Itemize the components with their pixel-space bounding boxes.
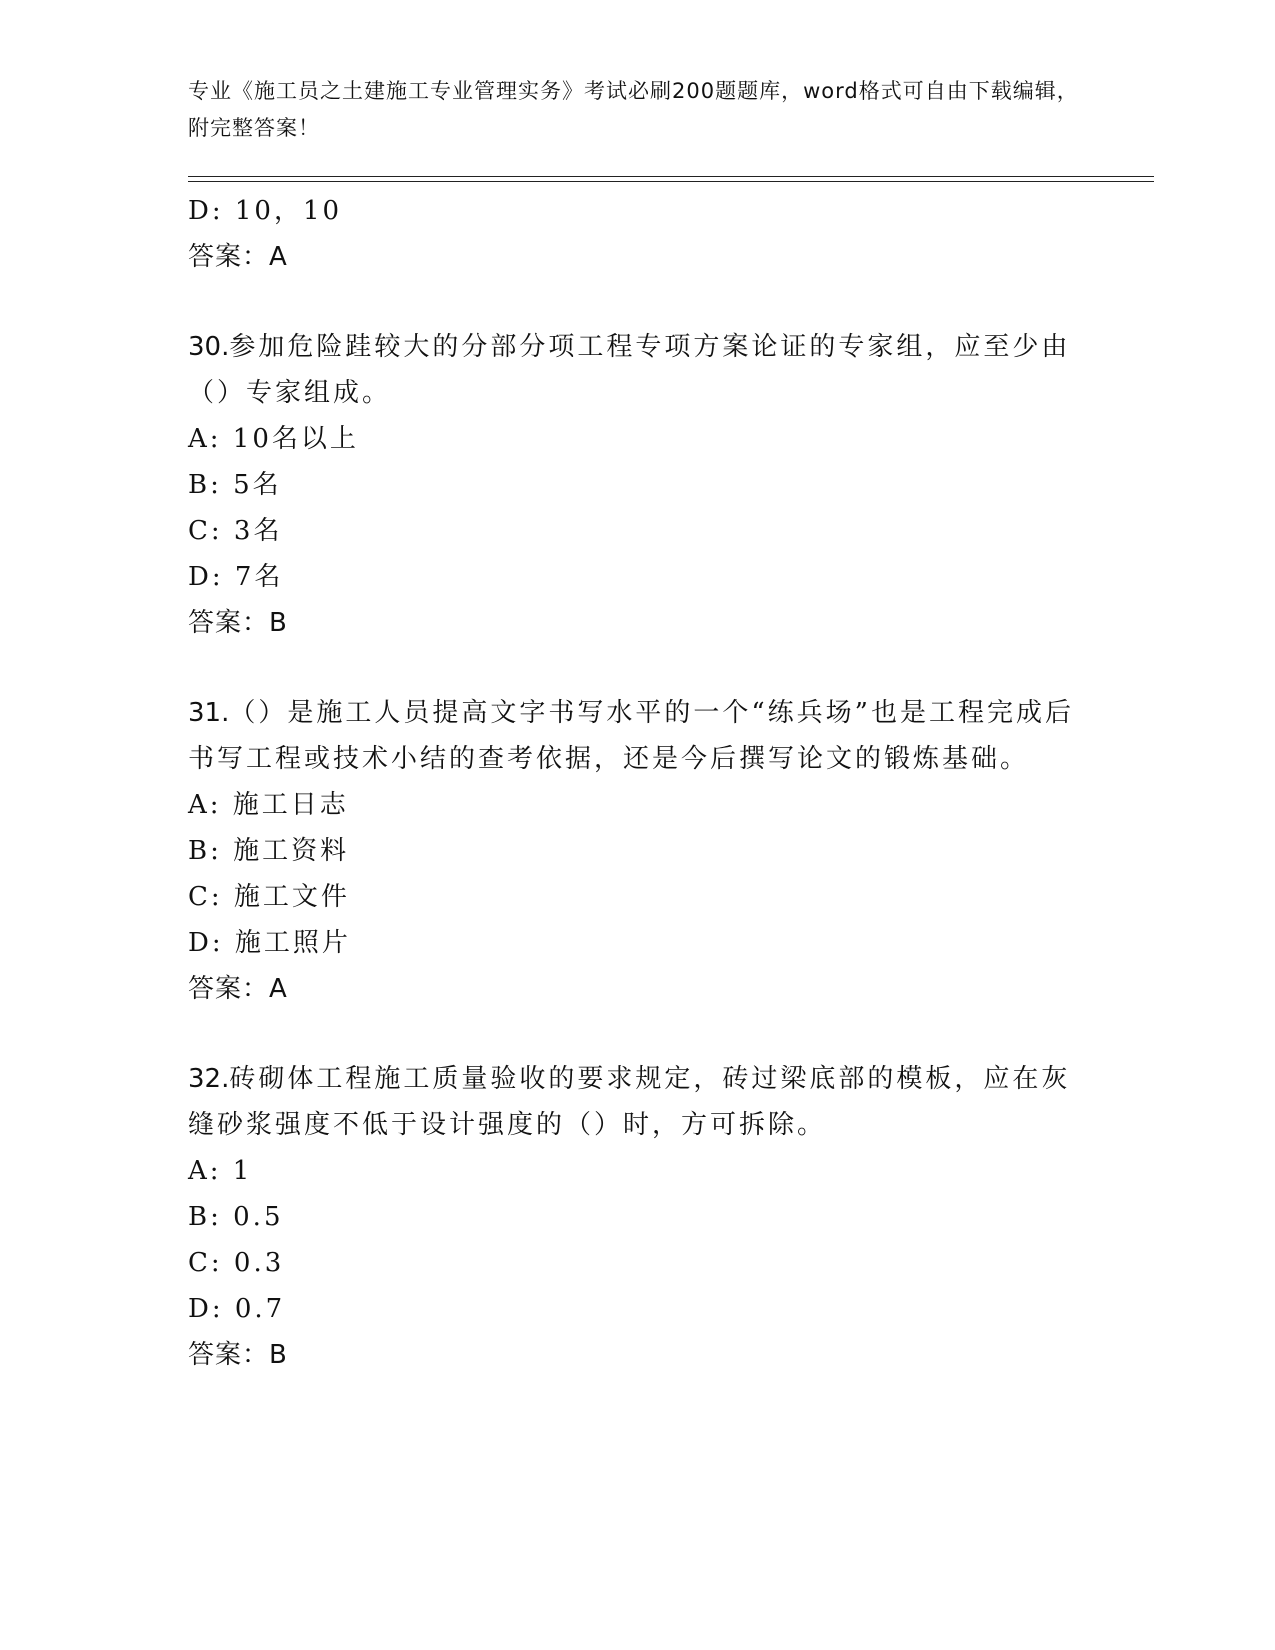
option-b: B: 施工资料 (188, 836, 350, 866)
question-stem: （）是施工人员提高文字书写水平的一个“练兵场”也是工程完成后书写工程或技术小结的查考依据，还是今后撰写论文的锻炼基础。 (188, 698, 1074, 774)
question-stem: 砖砌体工程施工质量验收的要求规定，砖过梁底部的模板，应在灰缝砂浆强度不低于设计强度的（）时，方可拆除。 (188, 1064, 1071, 1140)
document-body (188, 188, 1088, 1378)
header-title: 专业《施工员之土建施工专业管理实务》考试必刷200题题库，word格式可自由下载编辑，附完整答案！ (188, 79, 1079, 140)
answer-line: 答案：B (188, 1340, 288, 1370)
question-text (188, 690, 1088, 782)
option-d: D: 0.7 (188, 1294, 286, 1324)
carryover-block (188, 188, 1088, 280)
option-c: C: 0.3 (188, 1248, 285, 1278)
option-a: A: 10名以上 (188, 424, 359, 454)
option-a: A: 1 (188, 1156, 253, 1186)
header-divider (188, 176, 1154, 182)
question-stem: 参加危险跬较大的分部分项工程专项方案论证的专家组，应至少由（）专家组成。 (188, 332, 1071, 408)
question-number: 32. (188, 1064, 230, 1094)
question-text (188, 324, 1088, 416)
option-d: D: 10，10 (188, 196, 343, 226)
option-c: C: 施工文件 (188, 882, 350, 912)
option-d: D: 施工照片 (188, 928, 351, 958)
answer-line: 答案：B (188, 608, 288, 638)
answer-line: 答案：A (188, 242, 288, 272)
option-b: B: 0.5 (188, 1202, 284, 1232)
answer-line: 答案：A (188, 974, 288, 1004)
option-a: A: 施工日志 (188, 790, 349, 820)
option-b: B: 5名 (188, 470, 282, 500)
question-number: 31. (188, 698, 230, 728)
option-c: C: 3名 (188, 516, 283, 546)
page-header (188, 73, 1088, 147)
option-d: D: 7名 (188, 562, 284, 592)
question-number: 30. (188, 332, 230, 362)
question-item (188, 324, 1088, 646)
question-item (188, 1056, 1088, 1378)
question-text (188, 1056, 1088, 1148)
question-item (188, 690, 1088, 1012)
